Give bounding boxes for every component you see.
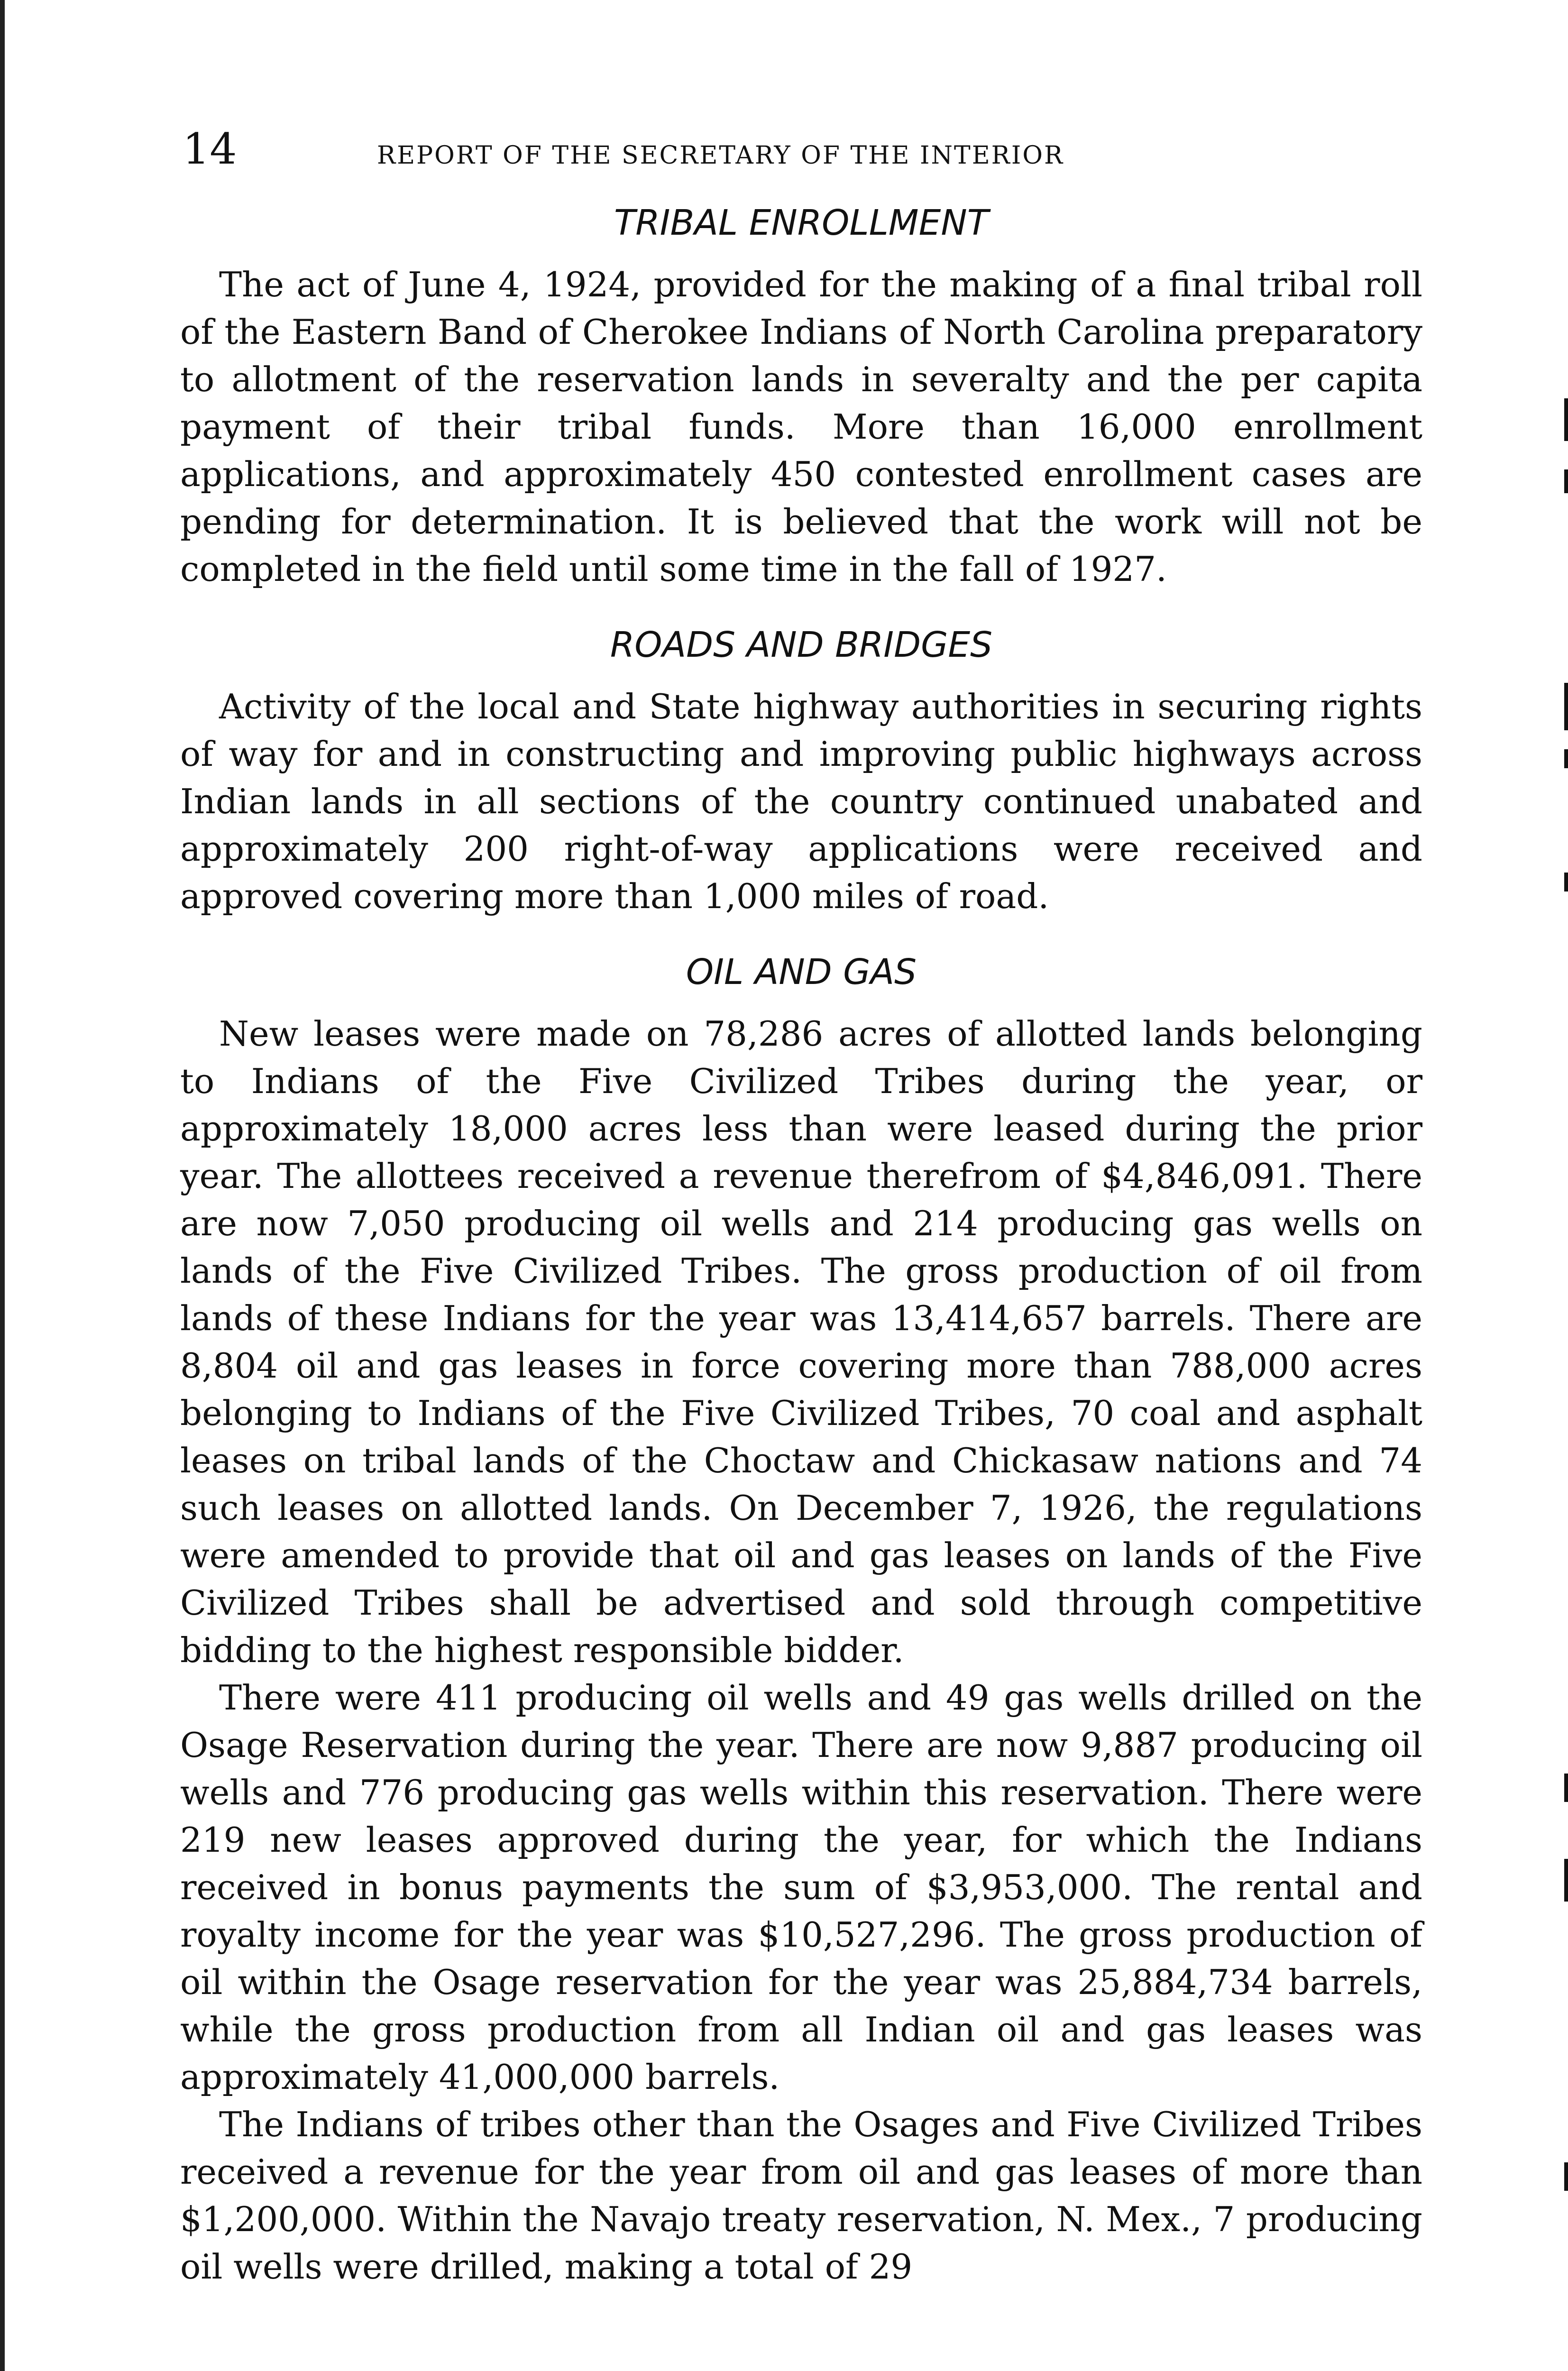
paragraph-roads-and-bridges: Activity of the local and State highway authorities in securing rights of way for and in constructing and improving public highways across Indian lands in all sections of the country continued unabated and approximately 200 right-of-way applications were received and approved covering more than 1,000 miles of road.: [180, 687, 1422, 916]
section-gap: [180, 593, 1422, 621]
paragraph-tribal-enrollment: The act of June 4, 1924, provided for the making of a final tribal roll of the Eastern Band of Cherokee Indians of North Carolina preparatory to allotment of the reservation lands in severalty and the per capita payment of their tribal funds. More than 16,000 enrollment applications, and approximately 450 contested enrollment cases are pending for determination. It is believed that the work will not be completed in the field until some time in the fall of 1927.: [180, 265, 1422, 589]
page-header: [183, 126, 1425, 183]
page-number: 14: [183, 124, 237, 174]
page-body: [180, 199, 1422, 2290]
running-title: REPORT OF THE SECRETARY OF THE INTERIOR: [377, 141, 1064, 170]
scan-left-edge: [0, 0, 5, 2371]
section-gap: [180, 920, 1422, 948]
paragraph-oil-and-gas-other-tribes: The Indians of tribes other than the Osages and Five Civilized Tribes received a revenue for the year from oil and gas leases of more than $1,200,000. Within the Navajo treaty reservation, N. Mex., 7 producing oil wells were drilled, making a total of 29: [180, 2104, 1422, 2287]
section-heading-tribal-enrollment: TRIBAL ENROLLMENT: [614, 202, 989, 243]
section-heading-roads-and-bridges: ROADS AND BRIDGES: [610, 625, 993, 665]
section-heading-oil-and-gas: OIL AND GAS: [686, 952, 917, 993]
paragraph-oil-and-gas-five-tribes: New leases were made on 78,286 acres of allotted lands belonging to Indians of the Five Civilized Tribes during the year, or approximately 18,000 acres less than were leased during the prior year. The allottees received a revenue therefrom of $4,846,091. There are now 7,050 producing oil wells and 214 producing gas wells on lands of the Five Civilized Tribes. The gross production of oil from lands of these Indians for the year was 13,414,657 barrels. There are 8,804 oil and gas leases in force covering more than 788,000 acres belonging to Indians of the Five Civilized Tribes, 70 coal and asphalt leases on tribal lands of the Choctaw and Chickasaw nations and 74 such leases on allotted lands. On December 7, 1926, the regulations were amended to provide that oil and gas leases on lands of the Five Civilized Tribes shall be advertised and sold through competitive bidding to the highest responsible bidder.: [180, 1014, 1422, 1670]
paragraph-oil-and-gas-osage: There were 411 producing oil wells and 49 gas wells drilled on the Osage Reservation during the year. There are now 9,887 producing oil wells and 776 producing gas wells within this reservation. There were 219 new leases approved during the year, for which the Indians received in bonus payments the sum of $3,953,000. The rental and royalty income for the year was $10,527,296. The gross production of oil within the Osage reservation for the year was 25,884,734 barrels, while the gross production from all Indian oil and gas leases was approximately 41,000,000 barrels.: [180, 1678, 1422, 2097]
